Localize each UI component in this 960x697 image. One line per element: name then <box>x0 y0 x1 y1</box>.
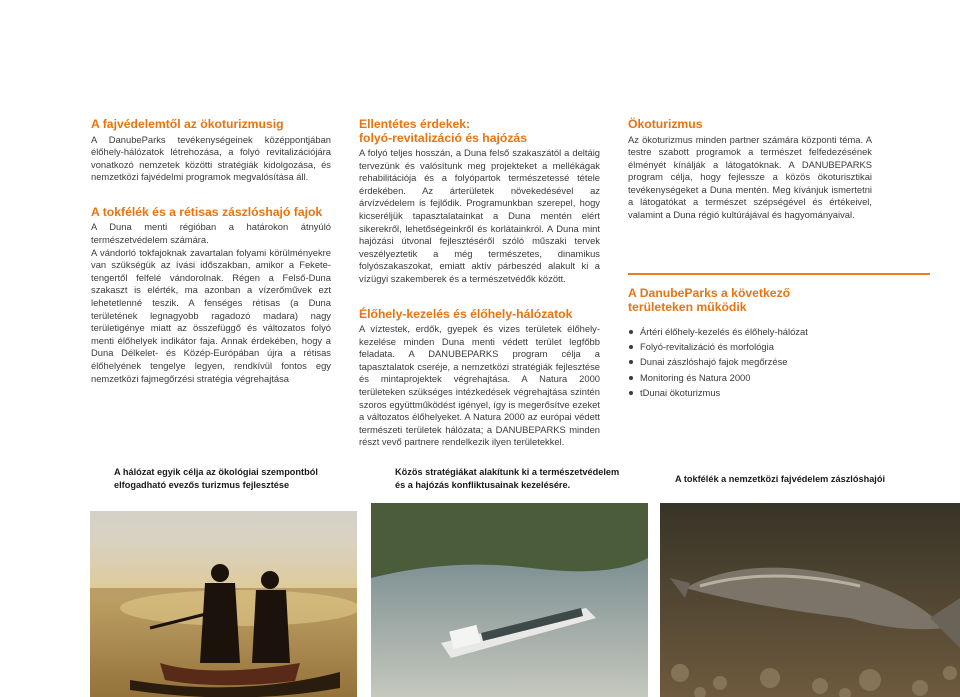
photo-canoe <box>90 458 357 697</box>
heading-ecotourism: Ökoturizmus <box>628 117 703 131</box>
list-item: Folyó-revitalizáció és morfológia <box>628 339 930 354</box>
paragraph-flagship-lead: A Duna menti régióban a határokon átnyúló természetvédelem számára. <box>91 221 331 245</box>
caption-barge <box>395 466 619 491</box>
box-heading-line-2: területeken működik <box>628 299 747 314</box>
list-item: Dunai zászlóshajó fajok megőrzése <box>628 354 930 369</box>
heading-line-1: Ellentétes érdekek: <box>359 117 471 131</box>
heading-habitat-management: Élőhely-kezelés és élőhely-hálózatok <box>359 306 573 321</box>
box-heading-line-1: A DanubeParks a következő <box>628 286 791 300</box>
heading-conflicting-interests <box>359 118 600 145</box>
heading-species-to-ecotourism: A fajvédelemtől az ökoturizmusig <box>91 117 284 131</box>
caption-line-1: A hálózat egyik célja az ökológiai szempontból <box>114 467 318 477</box>
column-middle <box>359 118 600 449</box>
caption-line-2: és a hajózás konfliktusainak kezelésére. <box>395 479 571 490</box>
caption-sturgeon <box>675 473 885 486</box>
paragraph-flagship-body: A vándorló tokfajoknak zavartalan folyami körülményekre van szükségük az ívási időszakban, amikor a Fekete-tengertől felfelé vándorolnak. Régen a Felső-Duna szakaszt is elérték, ma azonban a vízerőművek ezt lehetetlenné teszik. A fenséges rétisas (a Duna területének legnagyobb ragadozó madara) nagy területigénye miatt az összefüggő és változatos folyó menti élőhelyek indikátor faja. Annak érdekében, hogy a Duna Délkelet- és Közép-Európában újra a rétisas élőhelyének tengelye legyen, rendkívül fontos egy nemzetközi fajmegőrzési stratégia végrehajtása <box>91 246 331 384</box>
photo-barge <box>371 458 648 697</box>
sturgeon-image <box>660 458 960 697</box>
caption-line-1: A tokfélék a nemzetközi fajvédelem zászlóshajói <box>675 474 886 484</box>
paragraph-intro: A DanubeParks tevékenységeinek középpontjában élőhely-hálózatok létrehozása, a folyó revitalizációjára vonatkozó nemzetek közötti stratégiák kidolgozása, és nemzetközi fajvédelmi programok megvalósítása áll. <box>91 133 331 183</box>
list-item: Ártéri élőhely-kezelés és élőhely-hálózat <box>628 324 930 339</box>
column-right <box>628 118 872 222</box>
caption-line-1: Közös stratégiákat alakítunk ki a természetvédelem <box>395 467 620 477</box>
caption-canoe <box>114 466 318 491</box>
paragraph-habitat: A víztestek, erdők, gyepek és vizes területek élőhely-kezelése minden Duna menti védett terület legfőbb feladata. A DANUBEPARKS program célja a tapasztalatok cseréje, a nemzetközi stratégiák fejlesztése és mintaprojektek végrehajtása. A Natura 2000 területeken szükséges intézkedések végrehajtása szintén szoros együttműködést igényel, így is megerősítve ezeket a változatos élőhelyeket. A Natura 2000 az európai védett természeti területek hálózata; a DANUBEPARKS minden részt vevő partnere rendelkezik ilyen területekkel. <box>359 323 600 448</box>
barge-image <box>371 458 648 697</box>
caption-line-2: elfogadható evezős turizmus fejlesztése <box>114 479 290 490</box>
heading-flagship-species: A tokfélék és a rétisas zászlóshajó fajok <box>91 204 323 219</box>
column-left <box>91 118 331 385</box>
list-item: tDunai ökoturizmus <box>628 385 930 400</box>
paragraph-revitalization: A folyó teljes hosszán, a Duna felső szakaszától a deltáig tervezünk és valósítunk meg projekteket a mellékágak rehabilitációja és a folyópartok természetessé tétele érdekében. Az árterületek növekedésével az árvízvédelem is fejlődik. Programunkban szerepel, hogy kicseréljük tapasztalatainkat a Duna mentén elért sikerekről, lehetőségeinkről és korlátainkról. A Duna mint hajózási útvonal fejlesztéséről szóló műszaki tervek veszélyeztetik a még természetes, dinamikus folyószakaszokat, emiatt aktív párbeszéd alakult ki a vízügyi szakemberek és a természetvédők között. <box>359 147 600 284</box>
activity-list <box>628 324 930 400</box>
list-item: Monitoring és Natura 2000 <box>628 370 930 385</box>
activity-areas-box <box>628 273 930 401</box>
box-heading <box>628 287 930 314</box>
paragraph-ecotourism: Az ökoturizmus minden partner számára központi téma. A testre szabott programok a természet felfedezésének élményét kínálják a látogatóknak. A DANUBEPARKS program célja, hogy fejlessze a közös ökoturisztikai tevékenységeket a Duna mentén. Meg kívánjuk ismertetni a látogatókat a természet szépségével és értékeivel, valamint a Duna régió kultúrájával és hagyományaival. <box>628 133 872 221</box>
canoe-image <box>90 458 357 697</box>
photo-sturgeon <box>660 458 960 697</box>
heading-line-2: folyó-revitalizáció és hajózás <box>359 130 527 145</box>
